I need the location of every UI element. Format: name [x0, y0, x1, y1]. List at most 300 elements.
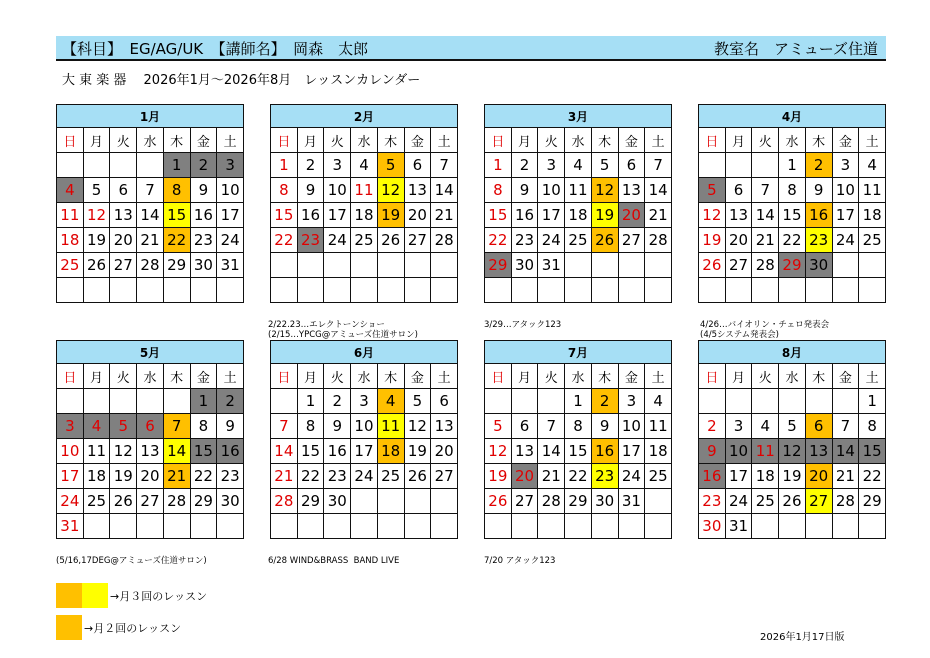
empty-cell	[511, 278, 538, 303]
empty-cell	[351, 514, 378, 539]
day-cell: 15	[271, 203, 298, 228]
day-cell: 1	[779, 153, 806, 178]
day-cell: 2	[591, 389, 618, 414]
day-cell: 14	[538, 439, 565, 464]
day-cell: 24	[618, 464, 645, 489]
day-cell: 18	[859, 203, 886, 228]
day-cell: 28	[832, 489, 859, 514]
empty-cell	[779, 278, 806, 303]
empty-cell	[217, 278, 244, 303]
day-cell: 3	[618, 389, 645, 414]
day-cell: 2	[324, 389, 351, 414]
day-cell: 3	[832, 153, 859, 178]
empty-cell	[645, 278, 672, 303]
empty-cell	[485, 389, 512, 414]
day-cell: 20	[137, 464, 164, 489]
note-jun: 6/28 WIND&BRASS BAND LIVE	[268, 556, 400, 566]
day-cell: 30	[511, 253, 538, 278]
weekday-header: 木	[163, 128, 190, 153]
day-cell: 26	[83, 253, 110, 278]
day-cell: 19	[485, 464, 512, 489]
day-cell: 29	[485, 253, 512, 278]
weekday-header: 火	[110, 128, 137, 153]
weekday-header: 火	[324, 364, 351, 389]
weekday-header: 火	[538, 364, 565, 389]
day-cell: 16	[297, 203, 324, 228]
day-cell: 19	[404, 439, 431, 464]
empty-cell	[163, 514, 190, 539]
weekday-header: 火	[538, 128, 565, 153]
empty-cell	[805, 389, 832, 414]
day-cell: 4	[752, 414, 779, 439]
empty-cell	[404, 514, 431, 539]
day-cell: 30	[217, 489, 244, 514]
day-cell: 5	[699, 178, 726, 203]
day-cell: 30	[591, 489, 618, 514]
day-cell: 12	[699, 203, 726, 228]
empty-cell	[859, 514, 886, 539]
day-cell: 14	[163, 439, 190, 464]
day-cell: 30	[190, 253, 217, 278]
empty-cell	[377, 489, 404, 514]
day-cell: 2	[190, 153, 217, 178]
day-cell: 15	[565, 439, 592, 464]
day-cell: 24	[832, 228, 859, 253]
day-cell: 14	[752, 203, 779, 228]
day-cell: 25	[859, 228, 886, 253]
day-cell: 28	[137, 253, 164, 278]
empty-cell	[324, 514, 351, 539]
empty-cell	[699, 278, 726, 303]
weekday-header: 月	[83, 364, 110, 389]
empty-cell	[110, 389, 137, 414]
day-cell: 17	[538, 203, 565, 228]
weekday-header: 火	[110, 364, 137, 389]
empty-cell	[271, 253, 298, 278]
empty-cell	[565, 514, 592, 539]
empty-cell	[699, 153, 726, 178]
empty-cell	[725, 153, 752, 178]
day-cell: 16	[805, 203, 832, 228]
day-cell: 7	[137, 178, 164, 203]
day-cell: 11	[351, 178, 378, 203]
day-cell: 28	[752, 253, 779, 278]
day-cell: 20	[511, 464, 538, 489]
weekday-header: 日	[271, 128, 298, 153]
day-cell: 7	[431, 153, 458, 178]
empty-cell	[190, 514, 217, 539]
empty-cell	[485, 278, 512, 303]
day-cell: 21	[645, 203, 672, 228]
empty-cell	[297, 253, 324, 278]
day-cell: 25	[645, 464, 672, 489]
day-cell: 5	[83, 178, 110, 203]
day-cell: 3	[324, 153, 351, 178]
weekday-header: 土	[431, 128, 458, 153]
day-cell: 27	[511, 489, 538, 514]
day-cell: 5	[779, 414, 806, 439]
empty-cell	[110, 514, 137, 539]
weekday-header: 月	[297, 364, 324, 389]
empty-cell	[725, 389, 752, 414]
day-cell: 31	[538, 253, 565, 278]
weekday-header: 水	[779, 128, 806, 153]
empty-cell	[137, 278, 164, 303]
weekday-header: 日	[57, 364, 84, 389]
day-cell: 9	[190, 178, 217, 203]
empty-cell	[618, 278, 645, 303]
day-cell: 12	[110, 439, 137, 464]
day-cell: 31	[57, 514, 84, 539]
empty-cell	[645, 489, 672, 514]
day-cell: 29	[859, 489, 886, 514]
day-cell: 2	[511, 153, 538, 178]
weekday-header: 金	[618, 128, 645, 153]
weekday-header: 水	[565, 364, 592, 389]
day-cell: 12	[83, 203, 110, 228]
day-cell: 12	[779, 439, 806, 464]
day-cell: 5	[377, 153, 404, 178]
month-calendar	[698, 340, 886, 539]
day-cell: 21	[431, 203, 458, 228]
day-cell: 11	[645, 414, 672, 439]
day-cell: 13	[431, 414, 458, 439]
empty-cell	[565, 253, 592, 278]
month-calendar	[484, 340, 672, 539]
day-cell: 27	[404, 228, 431, 253]
empty-cell	[591, 278, 618, 303]
day-cell: 31	[618, 489, 645, 514]
day-cell: 15	[859, 439, 886, 464]
day-cell: 24	[725, 489, 752, 514]
day-cell: 9	[511, 178, 538, 203]
empty-cell	[832, 253, 859, 278]
empty-cell	[137, 153, 164, 178]
day-cell: 9	[805, 178, 832, 203]
day-cell: 29	[190, 489, 217, 514]
day-cell: 16	[190, 203, 217, 228]
legend-orange-swatch	[56, 583, 82, 608]
day-cell: 6	[725, 178, 752, 203]
note-jul: 7/20 アタック123	[484, 556, 556, 566]
empty-cell	[110, 153, 137, 178]
day-cell: 3	[538, 153, 565, 178]
day-cell: 17	[618, 439, 645, 464]
day-cell: 1	[163, 153, 190, 178]
day-cell: 26	[779, 489, 806, 514]
empty-cell	[859, 253, 886, 278]
day-cell: 29	[565, 489, 592, 514]
day-cell: 16	[217, 439, 244, 464]
note-apr: 4/26…バイオリン・チェロ発表会 (4/5システム発表会)	[700, 320, 830, 340]
day-cell: 31	[217, 253, 244, 278]
day-cell: 14	[271, 439, 298, 464]
day-cell: 10	[725, 439, 752, 464]
day-cell: 4	[351, 153, 378, 178]
day-cell: 21	[137, 228, 164, 253]
empty-cell	[645, 253, 672, 278]
empty-cell	[83, 153, 110, 178]
day-cell: 18	[351, 203, 378, 228]
day-cell: 12	[404, 414, 431, 439]
day-cell: 19	[377, 203, 404, 228]
weekday-header: 木	[377, 364, 404, 389]
day-cell: 21	[538, 464, 565, 489]
day-cell: 27	[725, 253, 752, 278]
month-title: 5月	[57, 341, 244, 364]
day-cell: 16	[699, 464, 726, 489]
day-cell: 21	[163, 464, 190, 489]
day-cell: 1	[485, 153, 512, 178]
day-cell: 15	[297, 439, 324, 464]
day-cell: 5	[110, 414, 137, 439]
day-cell: 23	[297, 228, 324, 253]
day-cell: 17	[832, 203, 859, 228]
day-cell: 8	[271, 178, 298, 203]
day-cell: 8	[779, 178, 806, 203]
day-cell: 22	[163, 228, 190, 253]
day-cell: 6	[805, 414, 832, 439]
empty-cell	[110, 278, 137, 303]
empty-cell	[752, 278, 779, 303]
weekday-header: 金	[190, 128, 217, 153]
legend-yellow-swatch	[82, 583, 108, 608]
weekday-header: 日	[485, 128, 512, 153]
day-cell: 7	[752, 178, 779, 203]
weekday-header: 土	[859, 128, 886, 153]
day-cell: 24	[217, 228, 244, 253]
empty-cell	[190, 278, 217, 303]
day-cell: 1	[297, 389, 324, 414]
day-cell: 4	[645, 389, 672, 414]
empty-cell	[538, 389, 565, 414]
empty-cell	[832, 389, 859, 414]
day-cell: 23	[699, 489, 726, 514]
day-cell: 28	[645, 228, 672, 253]
empty-cell	[404, 253, 431, 278]
day-cell: 23	[324, 464, 351, 489]
day-cell: 11	[83, 439, 110, 464]
day-cell: 22	[565, 464, 592, 489]
day-cell: 8	[190, 414, 217, 439]
empty-cell	[271, 514, 298, 539]
weekday-header: 金	[832, 128, 859, 153]
classroom-label: 教室名 アミューズ住道	[714, 40, 878, 58]
day-cell: 17	[725, 464, 752, 489]
empty-cell	[163, 389, 190, 414]
weekday-header: 月	[511, 364, 538, 389]
month-calendar	[56, 340, 244, 539]
empty-cell	[271, 278, 298, 303]
weekday-header: 月	[725, 364, 752, 389]
month-calendar	[270, 340, 458, 539]
day-cell: 21	[832, 464, 859, 489]
day-cell: 8	[485, 178, 512, 203]
day-cell: 19	[699, 228, 726, 253]
weekday-header: 日	[57, 128, 84, 153]
day-cell: 9	[324, 414, 351, 439]
day-cell: 22	[485, 228, 512, 253]
day-cell: 19	[110, 464, 137, 489]
day-cell: 12	[591, 178, 618, 203]
weekday-header: 日	[699, 364, 726, 389]
day-cell: 24	[57, 489, 84, 514]
day-cell: 25	[57, 253, 84, 278]
empty-cell	[752, 514, 779, 539]
day-cell: 22	[779, 228, 806, 253]
day-cell: 6	[137, 414, 164, 439]
day-cell: 22	[190, 464, 217, 489]
day-cell: 18	[83, 464, 110, 489]
empty-cell	[404, 278, 431, 303]
day-cell: 15	[779, 203, 806, 228]
day-cell: 8	[859, 414, 886, 439]
empty-cell	[57, 153, 84, 178]
day-cell: 5	[485, 414, 512, 439]
day-cell: 9	[297, 178, 324, 203]
empty-cell	[859, 278, 886, 303]
month-calendar	[698, 104, 886, 303]
day-cell: 23	[511, 228, 538, 253]
empty-cell	[163, 278, 190, 303]
month-title: 8月	[699, 341, 886, 364]
day-cell: 28	[431, 228, 458, 253]
day-cell: 2	[699, 414, 726, 439]
month-title: 3月	[485, 105, 672, 128]
day-cell: 31	[725, 514, 752, 539]
day-cell: 24	[538, 228, 565, 253]
weekday-header: 月	[725, 128, 752, 153]
day-cell: 25	[351, 228, 378, 253]
note-mar: 3/29…アタック123	[484, 320, 562, 330]
weekday-header: 金	[404, 364, 431, 389]
empty-cell	[324, 253, 351, 278]
day-cell: 8	[163, 178, 190, 203]
empty-cell	[377, 514, 404, 539]
empty-cell	[351, 253, 378, 278]
day-cell: 12	[377, 178, 404, 203]
empty-cell	[752, 153, 779, 178]
day-cell: 19	[83, 228, 110, 253]
day-cell: 10	[217, 178, 244, 203]
legend-two-label: →月２回のレッスン	[84, 622, 182, 635]
day-cell: 12	[485, 439, 512, 464]
day-cell: 15	[190, 439, 217, 464]
day-cell: 13	[511, 439, 538, 464]
day-cell: 25	[565, 228, 592, 253]
day-cell: 8	[565, 414, 592, 439]
day-cell: 16	[591, 439, 618, 464]
empty-cell	[271, 389, 298, 414]
legend-orange-swatch-2	[56, 615, 82, 640]
day-cell: 3	[217, 153, 244, 178]
day-cell: 3	[57, 414, 84, 439]
day-cell: 30	[699, 514, 726, 539]
day-cell: 10	[324, 178, 351, 203]
day-cell: 26	[699, 253, 726, 278]
weekday-header: 水	[137, 364, 164, 389]
empty-cell	[565, 278, 592, 303]
day-cell: 4	[565, 153, 592, 178]
day-cell: 30	[324, 489, 351, 514]
weekday-header: 水	[565, 128, 592, 153]
weekday-header: 日	[271, 364, 298, 389]
legend-three-label: →月３回のレッスン	[110, 590, 208, 603]
weekday-header: 金	[618, 364, 645, 389]
day-cell: 20	[618, 203, 645, 228]
day-cell: 15	[485, 203, 512, 228]
weekday-header: 日	[699, 128, 726, 153]
weekday-header: 土	[859, 364, 886, 389]
empty-cell	[137, 514, 164, 539]
day-cell: 14	[645, 178, 672, 203]
day-cell: 11	[752, 439, 779, 464]
day-cell: 18	[377, 439, 404, 464]
day-cell: 29	[779, 253, 806, 278]
day-cell: 19	[779, 464, 806, 489]
day-cell: 20	[404, 203, 431, 228]
empty-cell	[324, 278, 351, 303]
day-cell: 10	[57, 439, 84, 464]
month-title: 2月	[271, 105, 458, 128]
weekday-header: 金	[832, 364, 859, 389]
empty-cell	[83, 389, 110, 414]
day-cell: 21	[752, 228, 779, 253]
day-cell: 22	[271, 228, 298, 253]
day-cell: 19	[591, 203, 618, 228]
day-cell: 18	[565, 203, 592, 228]
day-cell: 23	[591, 464, 618, 489]
day-cell: 7	[645, 153, 672, 178]
day-cell: 20	[725, 228, 752, 253]
day-cell: 29	[163, 253, 190, 278]
day-cell: 23	[217, 464, 244, 489]
day-cell: 1	[271, 153, 298, 178]
day-cell: 26	[377, 228, 404, 253]
day-cell: 1	[859, 389, 886, 414]
day-cell: 23	[805, 228, 832, 253]
day-cell: 13	[137, 439, 164, 464]
weekday-header: 水	[351, 128, 378, 153]
day-cell: 8	[297, 414, 324, 439]
weekday-header: 木	[591, 364, 618, 389]
day-cell: 29	[297, 489, 324, 514]
day-cell: 22	[859, 464, 886, 489]
day-cell: 28	[271, 489, 298, 514]
empty-cell	[297, 278, 324, 303]
day-cell: 20	[431, 439, 458, 464]
day-cell: 6	[511, 414, 538, 439]
day-cell: 6	[618, 153, 645, 178]
day-cell: 16	[511, 203, 538, 228]
day-cell: 14	[431, 178, 458, 203]
day-cell: 26	[110, 489, 137, 514]
weekday-header: 水	[779, 364, 806, 389]
day-cell: 20	[805, 464, 832, 489]
day-cell: 7	[163, 414, 190, 439]
empty-cell	[779, 514, 806, 539]
day-cell: 6	[110, 178, 137, 203]
weekday-header: 木	[805, 128, 832, 153]
month-calendar	[270, 104, 458, 303]
weekday-header: 木	[805, 364, 832, 389]
weekday-header: 火	[752, 128, 779, 153]
day-cell: 10	[351, 414, 378, 439]
weekday-header: 土	[217, 128, 244, 153]
day-cell: 26	[485, 489, 512, 514]
empty-cell	[431, 514, 458, 539]
empty-cell	[779, 389, 806, 414]
